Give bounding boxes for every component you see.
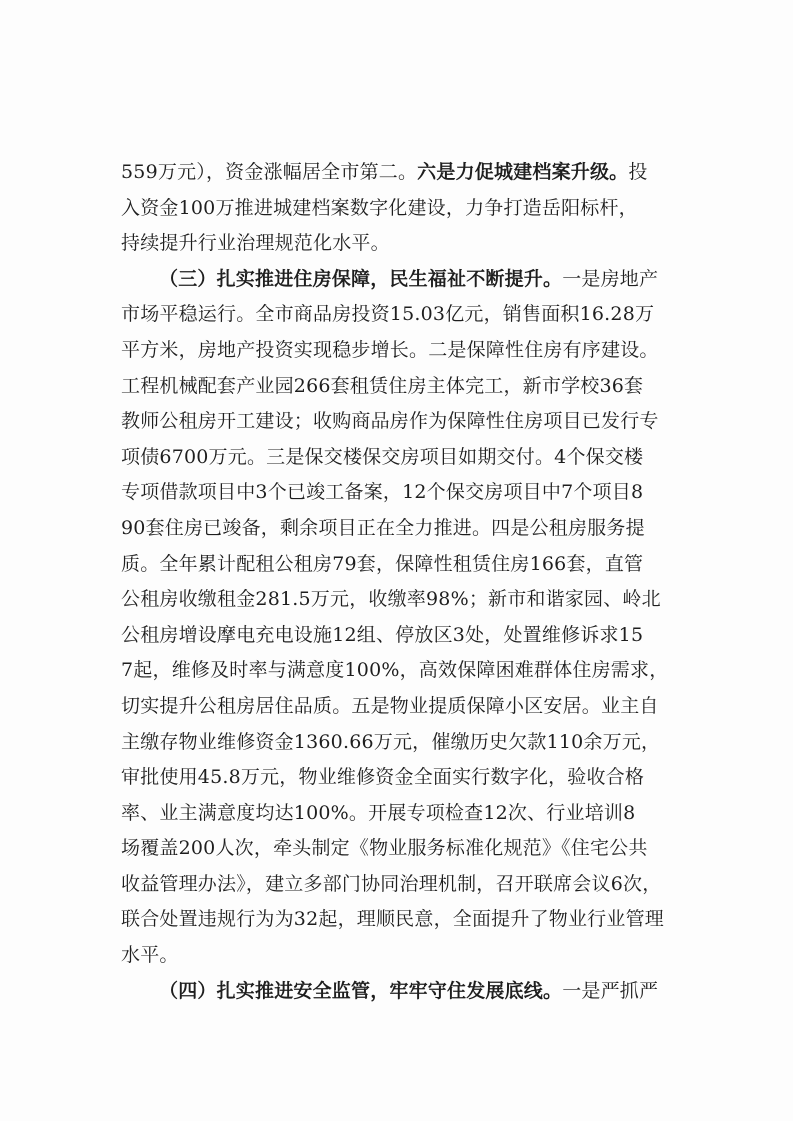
bold-heading-text: （四）扎实推进安全监管，牢牢守住发展底线。 [159, 979, 563, 1002]
text-line [121, 618, 681, 654]
text-line [121, 226, 681, 262]
body-text-segment: 市场平稳运行。全市商品房投资15.03亿元，销售面积16.28万 [121, 303, 655, 326]
body-text-segment: 切实提升公租房居住品质。五是物业提质保障小区安居。业主自 [121, 694, 659, 717]
text-line [121, 653, 681, 689]
body-text-segment: 联合处置违规行为为32起，理顺民意，全面提升了物业行业管理 [121, 908, 664, 931]
text-line [121, 796, 681, 832]
body-text-segment: 7起，维修及时率与满意度100%，高效保障困难群体住房需求， [121, 659, 669, 682]
body-text [121, 155, 681, 1009]
text-line [121, 867, 681, 903]
body-text-segment: 场覆盖200人次，牵头制定《物业服务标准化规范》《住宅公共 [121, 837, 648, 860]
body-text-segment: 工程机械配套产业园266套租赁住房主体完工，新市学校36套 [121, 374, 644, 397]
text-line [121, 404, 681, 440]
text-line [121, 689, 681, 725]
body-text-segment: 率、业主满意度均达100%。开展专项检查12次、行业培训8 [121, 801, 636, 824]
body-text-segment: 主缴存物业维修资金1360.66万元，催缴历史欠款110余万元， [121, 730, 661, 753]
text-line [121, 440, 681, 476]
text-line [121, 155, 681, 191]
body-text-segment: 投 [628, 161, 648, 183]
body-text-segment: 90套住房已竣备，剩余项目正在全力推进。四是公租房服务提 [121, 516, 645, 539]
body-text-segment: 水平。 [121, 944, 179, 967]
body-text-segment: 专项借款项目中3个已竣工备案，12个保交房项目中7个项目8 [121, 481, 644, 504]
text-line [121, 582, 681, 618]
body-text-segment: 审批使用45.8万元，物业维修资金全面实行数字化，验收合格 [121, 766, 645, 789]
text-line [121, 938, 681, 974]
body-text-segment: 一是严抓严 [562, 979, 659, 1002]
body-text-segment: 一是房地产 [562, 267, 659, 290]
bold-heading-text: 六是力促城建档案升级。 [417, 161, 629, 183]
section-heading-line [121, 974, 681, 1010]
body-text-segment: 质。全年累计配租公租房79套，保障性租赁住房166套，直管 [121, 552, 644, 575]
body-text-segment: 平方米，房地产投资实现稳步增长。二是保障性住房有序建设。 [121, 338, 659, 361]
text-line [121, 369, 681, 405]
bold-heading-text: （三）扎实推进住房保障，民生福祉不断提升。 [159, 267, 563, 290]
text-line [121, 831, 681, 867]
text-line [121, 547, 681, 583]
body-text-segment: 项债6700万元。三是保交楼保交房项目如期交付。4个保交楼 [121, 445, 644, 468]
body-text-segment: 入资金100万推进城建档案数字化建设，力争打造岳阳标杆， [121, 196, 638, 219]
text-line [121, 902, 681, 938]
body-text-segment: 收益管理办法》，建立多部门协同治理机制，召开联席会议6次， [121, 872, 662, 895]
body-text-segment: 持续提升行业治理规范化水平。 [121, 232, 390, 255]
text-line [121, 191, 681, 227]
body-text-segment: 教师公租房开工建设；收购商品房作为保障性住房项目已发行专 [121, 410, 659, 433]
body-text-segment: 公租房增设摩电充电设施12组、停放区3处，处置维修诉求15 [121, 623, 644, 646]
text-line [121, 760, 681, 796]
body-text-segment: 559万元），资金涨幅居全市第二。 [121, 161, 418, 183]
section-heading-line [121, 262, 681, 298]
text-line [121, 297, 681, 333]
text-line [121, 511, 681, 547]
text-line [121, 725, 681, 761]
text-line [121, 333, 681, 369]
body-text-segment: 公租房收缴租金281.5万元，收缴率98%；新市和谐家园、岭北 [121, 588, 661, 611]
text-line [121, 475, 681, 511]
